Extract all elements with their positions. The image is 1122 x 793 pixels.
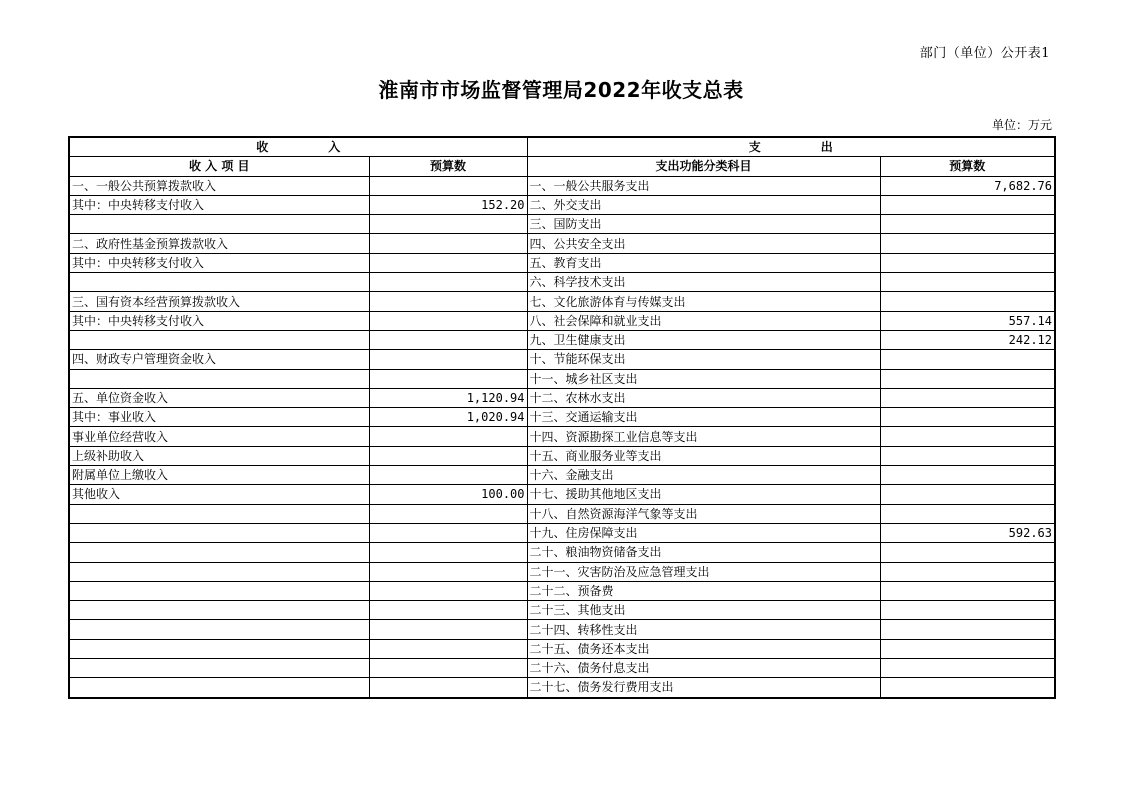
expense-item-cell: 八、社会保障和就业支出 [527, 311, 880, 330]
income-item-cell [69, 562, 369, 581]
expense-value-cell [880, 678, 1055, 698]
income-item-cell: 事业单位经营收入 [69, 427, 369, 446]
income-item-cell [69, 659, 369, 678]
expense-section-header [527, 137, 1055, 157]
table-row [69, 581, 1055, 600]
table-row [69, 311, 1055, 330]
table-row [69, 292, 1055, 311]
table-row [69, 523, 1055, 542]
expense-item-cell: 五、教育支出 [527, 253, 880, 272]
expense-value-cell: 7,682.76 [880, 176, 1055, 195]
table-row [69, 215, 1055, 234]
table-row [69, 195, 1055, 214]
income-item-cell: 附属单位上缴收入 [69, 466, 369, 485]
income-item-cell: 其中：中央转移支付收入 [69, 311, 369, 330]
expense-value-cell [880, 427, 1055, 446]
expense-item-cell: 二十二、预备费 [527, 581, 880, 600]
expense-value-cell: 242.12 [880, 330, 1055, 349]
income-value-cell [369, 581, 527, 600]
form-code: 部门（单位）公开表1 [919, 46, 1050, 61]
table-row [69, 504, 1055, 523]
expense-item-cell: 十八、自然资源海洋气象等支出 [527, 504, 880, 523]
expense-value-cell: 592.63 [880, 523, 1055, 542]
expense-value-cell [880, 543, 1055, 562]
table-row [69, 543, 1055, 562]
income-value-cell [369, 273, 527, 292]
income-value-cell [369, 639, 527, 658]
expense-item-cell: 二、外交支出 [527, 195, 880, 214]
expense-value-cell [880, 504, 1055, 523]
income-value-cell [369, 601, 527, 620]
income-item-cell: 其中：事业收入 [69, 408, 369, 427]
income-section-char-1: 收 [256, 140, 269, 155]
income-item-cell [69, 581, 369, 600]
expense-value-cell [880, 466, 1055, 485]
income-value-cell [369, 466, 527, 485]
table-row [69, 234, 1055, 253]
income-value-cell [369, 427, 527, 446]
income-item-cell [69, 273, 369, 292]
table-row [69, 659, 1055, 678]
expense-item-cell: 二十三、其他支出 [527, 601, 880, 620]
expense-value-cell [880, 369, 1055, 388]
income-value-cell [369, 311, 527, 330]
expense-item-cell: 三、国防支出 [527, 215, 880, 234]
table-row [69, 330, 1055, 349]
expense-item-cell: 四、公共安全支出 [527, 234, 880, 253]
income-item-cell [69, 330, 369, 349]
expense-item-cell: 十六、金融支出 [527, 466, 880, 485]
income-item-cell: 其他收入 [69, 485, 369, 504]
expense-section-char-1: 支 [748, 140, 761, 155]
income-item-cell [69, 639, 369, 658]
expense-value-cell [880, 292, 1055, 311]
expense-item-cell: 十、节能环保支出 [527, 350, 880, 369]
income-item-cell: 一、一般公共预算拨款收入 [69, 176, 369, 195]
table-row [69, 446, 1055, 465]
income-item-cell: 二、政府性基金预算拨款收入 [69, 234, 369, 253]
income-section-header [69, 137, 527, 157]
expense-value-cell [880, 601, 1055, 620]
income-value-cell [369, 330, 527, 349]
income-value-cell [369, 504, 527, 523]
income-value-cell: 1,120.94 [369, 388, 527, 407]
col-income-item: 收 入 项 目 [69, 157, 369, 176]
table-row [69, 253, 1055, 272]
income-item-cell [69, 215, 369, 234]
income-item-cell: 其中：中央转移支付收入 [69, 253, 369, 272]
col-expense-item: 支出功能分类科目 [527, 157, 880, 176]
table-row [69, 408, 1055, 427]
expense-value-cell [880, 350, 1055, 369]
expense-value-cell [880, 639, 1055, 658]
income-value-cell [369, 292, 527, 311]
income-value-cell [369, 446, 527, 465]
expense-item-cell: 六、科学技术支出 [527, 273, 880, 292]
income-item-cell: 四、财政专户管理资金收入 [69, 350, 369, 369]
income-item-cell [69, 678, 369, 698]
income-value-cell: 100.00 [369, 485, 527, 504]
expense-value-cell: 557.14 [880, 311, 1055, 330]
income-item-cell: 上级补助收入 [69, 446, 369, 465]
income-value-cell [369, 659, 527, 678]
income-value-cell: 152.20 [369, 195, 527, 214]
income-value-cell [369, 176, 527, 195]
expense-item-cell: 十七、援助其他地区支出 [527, 485, 880, 504]
page-title: 淮南市市场监督管理局2022年收支总表 [378, 78, 744, 102]
expense-item-cell: 二十七、债务发行费用支出 [527, 678, 880, 698]
expense-value-cell [880, 562, 1055, 581]
expense-value-cell [880, 620, 1055, 639]
table-row [69, 427, 1055, 446]
expense-value-cell [880, 446, 1055, 465]
column-header-row [69, 157, 1055, 176]
income-value-cell [369, 253, 527, 272]
table-row [69, 388, 1055, 407]
income-value-cell [369, 562, 527, 581]
section-header-row [69, 137, 1055, 157]
col-income-budget: 预算数 [369, 157, 527, 176]
expense-value-cell [880, 581, 1055, 600]
expense-item-cell: 十四、资源勘探工业信息等支出 [527, 427, 880, 446]
income-value-cell [369, 234, 527, 253]
table-row [69, 601, 1055, 620]
income-item-cell [69, 601, 369, 620]
table-row [69, 176, 1055, 195]
income-section-char-2: 入 [328, 140, 341, 155]
income-item-cell [69, 504, 369, 523]
col-expense-budget: 预算数 [880, 157, 1055, 176]
income-item-cell: 其中：中央转移支付收入 [69, 195, 369, 214]
expense-value-cell [880, 234, 1055, 253]
income-item-cell: 三、国有资本经营预算拨款收入 [69, 292, 369, 311]
income-item-cell [69, 543, 369, 562]
table-row [69, 466, 1055, 485]
expense-item-cell: 十二、农林水支出 [527, 388, 880, 407]
income-value-cell [369, 369, 527, 388]
expense-value-cell [880, 659, 1055, 678]
table-row [69, 350, 1055, 369]
expense-item-cell: 二十六、债务付息支出 [527, 659, 880, 678]
table-row [69, 273, 1055, 292]
expense-item-cell: 九、卫生健康支出 [527, 330, 880, 349]
expense-item-cell: 十三、交通运输支出 [527, 408, 880, 427]
expense-value-cell [880, 253, 1055, 272]
expense-value-cell [880, 215, 1055, 234]
expense-item-cell: 二十、粮油物资储备支出 [527, 543, 880, 562]
expense-item-cell: 十一、城乡社区支出 [527, 369, 880, 388]
expense-item-cell: 二十一、灾害防治及应急管理支出 [527, 562, 880, 581]
income-item-cell [69, 620, 369, 639]
expense-value-cell [880, 273, 1055, 292]
expense-item-cell: 十九、住房保障支出 [527, 523, 880, 542]
expense-value-cell [880, 485, 1055, 504]
income-item-cell [69, 523, 369, 542]
table-row [69, 639, 1055, 658]
table-row [69, 562, 1055, 581]
income-value-cell [369, 620, 527, 639]
expense-value-cell [880, 388, 1055, 407]
unit-label: 单位：万元 [991, 118, 1052, 132]
expense-section-char-2: 出 [820, 140, 833, 155]
expense-item-cell: 十五、商业服务业等支出 [527, 446, 880, 465]
income-value-cell [369, 215, 527, 234]
expense-item-cell: 二十五、债务还本支出 [527, 639, 880, 658]
income-value-cell [369, 543, 527, 562]
table-row [69, 485, 1055, 504]
budget-summary-table [68, 136, 1056, 699]
expense-value-cell [880, 195, 1055, 214]
expense-item-cell: 七、文化旅游体育与传媒支出 [527, 292, 880, 311]
income-value-cell [369, 523, 527, 542]
income-item-cell [69, 369, 369, 388]
income-value-cell [369, 678, 527, 698]
income-item-cell: 五、单位资金收入 [69, 388, 369, 407]
income-value-cell: 1,020.94 [369, 408, 527, 427]
expense-value-cell [880, 408, 1055, 427]
table-row [69, 620, 1055, 639]
expense-item-cell: 一、一般公共服务支出 [527, 176, 880, 195]
table-row [69, 369, 1055, 388]
table-row [69, 678, 1055, 698]
income-value-cell [369, 350, 527, 369]
expense-item-cell: 二十四、转移性支出 [527, 620, 880, 639]
